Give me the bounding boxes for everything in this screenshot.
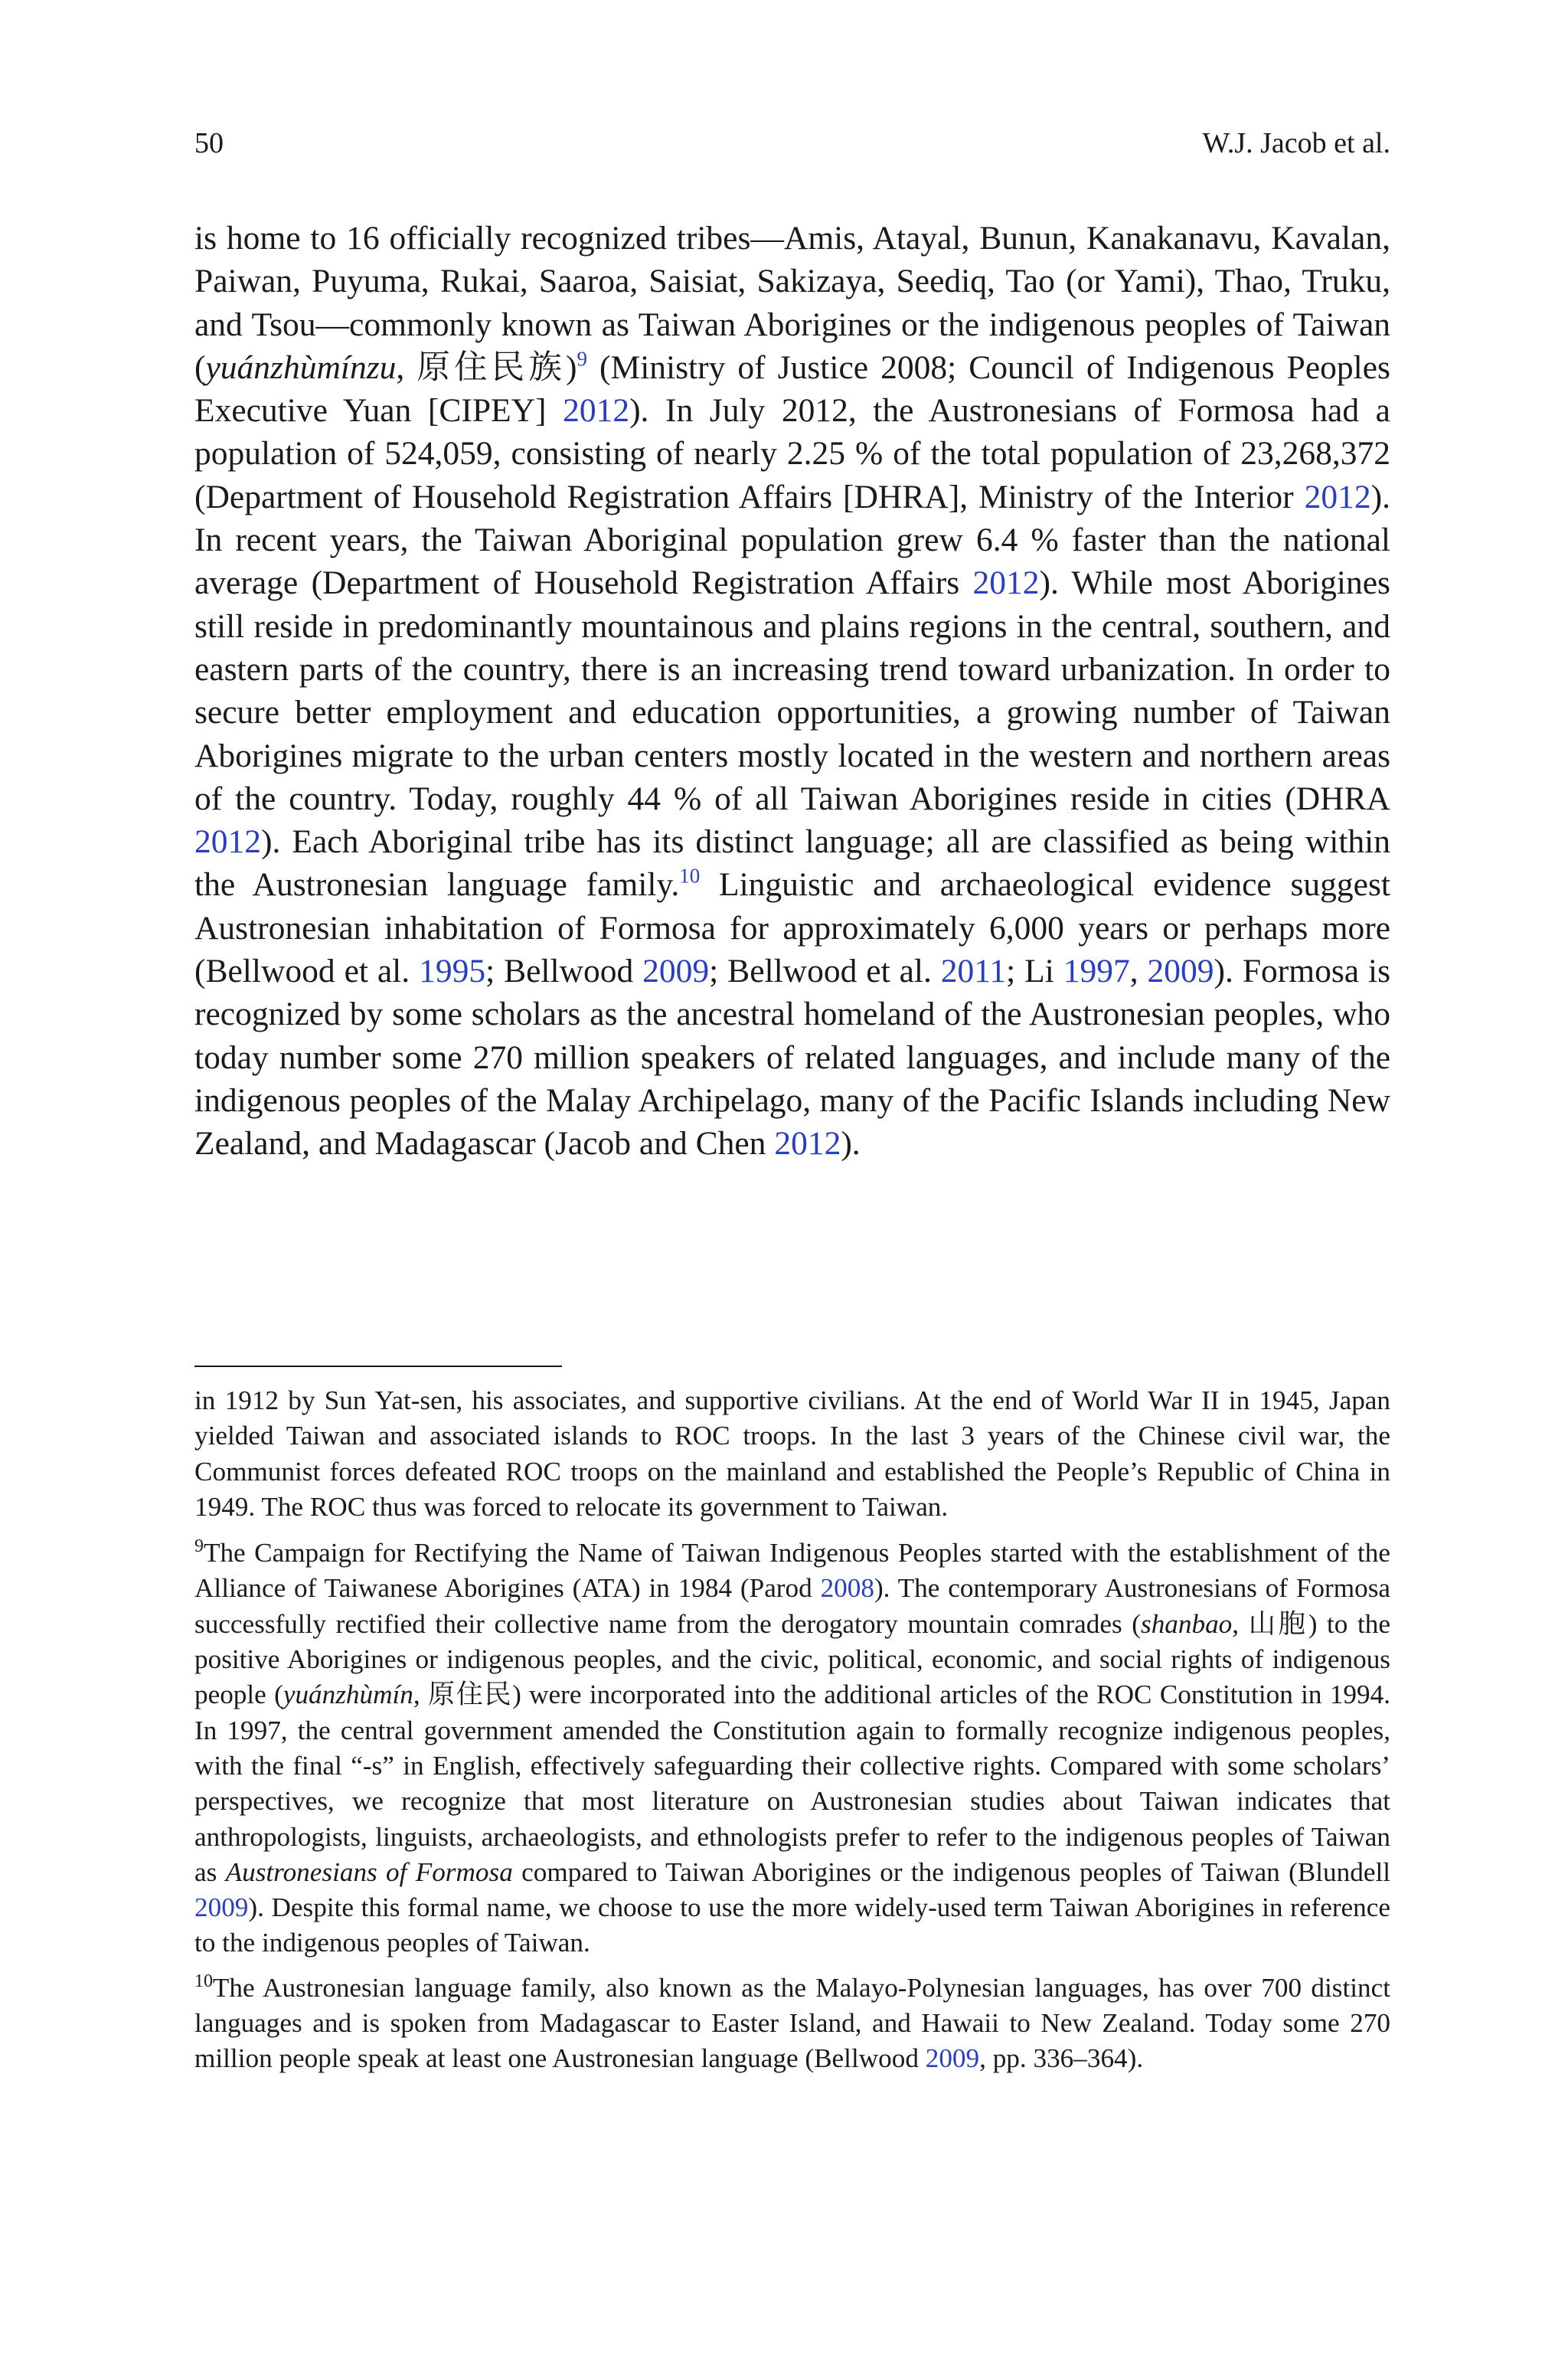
footnote-ref-9[interactable]: 9 <box>577 347 587 371</box>
citation-link[interactable]: 2011 <box>940 953 1007 990</box>
italic-term: Austronesians of Formosa <box>225 1856 513 1887</box>
footnote-mark: 10 <box>194 1971 213 1991</box>
body-text: ). <box>841 1125 861 1163</box>
running-head: W.J. Jacob et al. <box>1202 127 1390 159</box>
body-text: ; Bellwood et al. <box>709 953 941 990</box>
footnote-text: ). Despite this formal name, we choose to use the more widely-used term Taiwan Aborigines in reference to the indigenous peoples of Taiwan. <box>194 1892 1390 1958</box>
body-text: Linguistic and archaeological evidence suggest Austronesian inhabitation of Formosa for approximately 6,000 years or perhaps more (Bellwood et al. <box>194 866 1390 990</box>
body-text: ). While most Aborigines still reside in predominantly mountainous and plains regions in the central, southern, and eastern parts of the country, there is an increasing trend toward urbanization. In order to secure better employment and education opportunities, a growing number of Taiwan Aborigines migrate to the urban centers mostly located in the western and northern areas of the country. Today, roughly 44 % of all Taiwan Aborigines reside in cities (DHRA <box>194 564 1390 817</box>
footnote-text: , pp. 336–364). <box>979 2043 1144 2074</box>
footnote-text: , 山胞) to the positive Aborigines or indigenous peoples, and the civic, political, economic, and social rights of indigenous people ( <box>194 1608 1390 1710</box>
citation-link[interactable]: 2012 <box>972 564 1040 602</box>
body-text: ). In recent years, the Taiwan Aboriginal population grew 6.4 % faster than the national average (Department of Household Registration Affairs <box>194 478 1390 602</box>
citation-link[interactable]: 2012 <box>563 392 630 430</box>
body-text: is home to 16 officially recognized tribes—Amis, Atayal, Bunun, Kanakanavu, Kavalan, Paiwan, Puyuma, Rukai, Saaroa, Saisiat, Sakizaya, Seediq, Tao (or Yami), Thao, Truku, and Tsou—commonly known as Taiwan Aborigines or the indigenous peoples of Taiwan ( <box>194 220 1390 386</box>
citation-link[interactable]: 2012 <box>1304 478 1371 515</box>
body-text: ). Each Aboriginal tribe has its distinct language; all are classified as being within the Austronesian language family. <box>194 823 1390 904</box>
footnote-10 <box>194 1971 1390 2077</box>
page-header <box>194 124 1390 162</box>
body-text: ). Formosa is recognized by some scholars as the ancestral homeland of the Austronesian peoples, who today number some 270 million speakers of related languages, and include many of the indigenous peoples of the Malay Archipelago, many of the Pacific Islands including New Zealand, and Madagascar (Jacob and Chen <box>194 953 1391 1163</box>
italic-term: shanbao <box>1141 1608 1233 1639</box>
footnote-text: ). The contemporary Austronesians of Formosa successfully rectified their collective name from the derogatory mountain comrades ( <box>194 1573 1391 1639</box>
body-text: ). In July 2012, the Austronesians of Formosa had a population of 524,059, consisting of nearly 2.25 % of the total population of 23,268,372 (Department of Household Registration Affairs [DHRA], Ministry of the Interior <box>194 392 1390 515</box>
citation-link[interactable]: 2012 <box>194 823 261 861</box>
footnote-text: , 原住民) were incorporated into the additional articles of the ROC Constitution in 1994. In 1997, the central government amended the Constitution again to formally recognize indigenous peoples, with the final “-s” in English, effectively safeguarding their collective rights. Compared with some scholars’ perspectives, we recognize that most literature on Austronesian studies about Taiwan indicates that anthropologists, linguists, archaeologists, and ethnologists prefer to refer to the indigenous peoples of Taiwan as <box>194 1680 1390 1887</box>
body-text: , 原住民族) <box>396 348 577 386</box>
citation-link[interactable]: 1997 <box>1063 953 1130 990</box>
footnote-ref-10[interactable]: 10 <box>679 864 701 888</box>
footnote-mark: 9 <box>194 1536 204 1557</box>
body-text: (Ministry of Justice 2008; Council of Indigenous Peoples Executive Yuan [CIPEY] <box>194 348 1390 430</box>
footnote-9 <box>194 1536 1390 1961</box>
body-paragraph <box>194 217 1390 1166</box>
citation-link[interactable]: 2008 <box>820 1573 874 1604</box>
body-text: , <box>1129 953 1148 990</box>
citation-link[interactable]: 1995 <box>419 953 486 990</box>
footnote-continuation: in 1912 by Sun Yat-sen, his associates, and supportive civilians. At the end of World War II in 1945, Japan yielded Taiwan and associated islands to ROC troops. In the last 3 years of the Chinese civil war, the Communist forces defeated ROC troops on the mainland and established the People’s Republic of China in 1949. The ROC thus was forced to relocate its government to Taiwan. <box>194 1385 1390 1522</box>
footnote-divider <box>194 1366 562 1367</box>
citation-link[interactable]: 2009 <box>194 1892 249 1923</box>
footnote-text: The Austronesian language family, also known as the Malayo-Polynesian languages, has over 700 distinct languages and is spoken from Madagascar to Easter Island, and Hawaii to New Zealand. Today some 270 million people speak at least one Austronesian language (Bellwood <box>194 1972 1390 2074</box>
body-text: ; Bellwood <box>485 953 643 990</box>
citation-link[interactable]: 2009 <box>925 2043 980 2074</box>
page-number: 50 <box>194 127 224 159</box>
body-text: ; Li <box>1006 953 1063 990</box>
citation-link[interactable]: 2009 <box>642 953 710 990</box>
footnote-text: compared to Taiwan Aborigines or the indigenous peoples of Taiwan (Blundell <box>512 1856 1391 1887</box>
footnotes <box>194 1383 1390 2086</box>
citation-link[interactable]: 2009 <box>1147 953 1214 990</box>
italic-term: yuánzhùmínzu <box>205 348 397 386</box>
italic-term: yuánzhùmín <box>283 1680 413 1710</box>
footnote-text: The Campaign for Rectifying the Name of Taiwan Indigenous Peoples started with the establishment of the Alliance of Taiwanese Aborigines (ATA) in 1984 (Parod <box>194 1538 1390 1604</box>
citation-link[interactable]: 2012 <box>774 1125 841 1163</box>
